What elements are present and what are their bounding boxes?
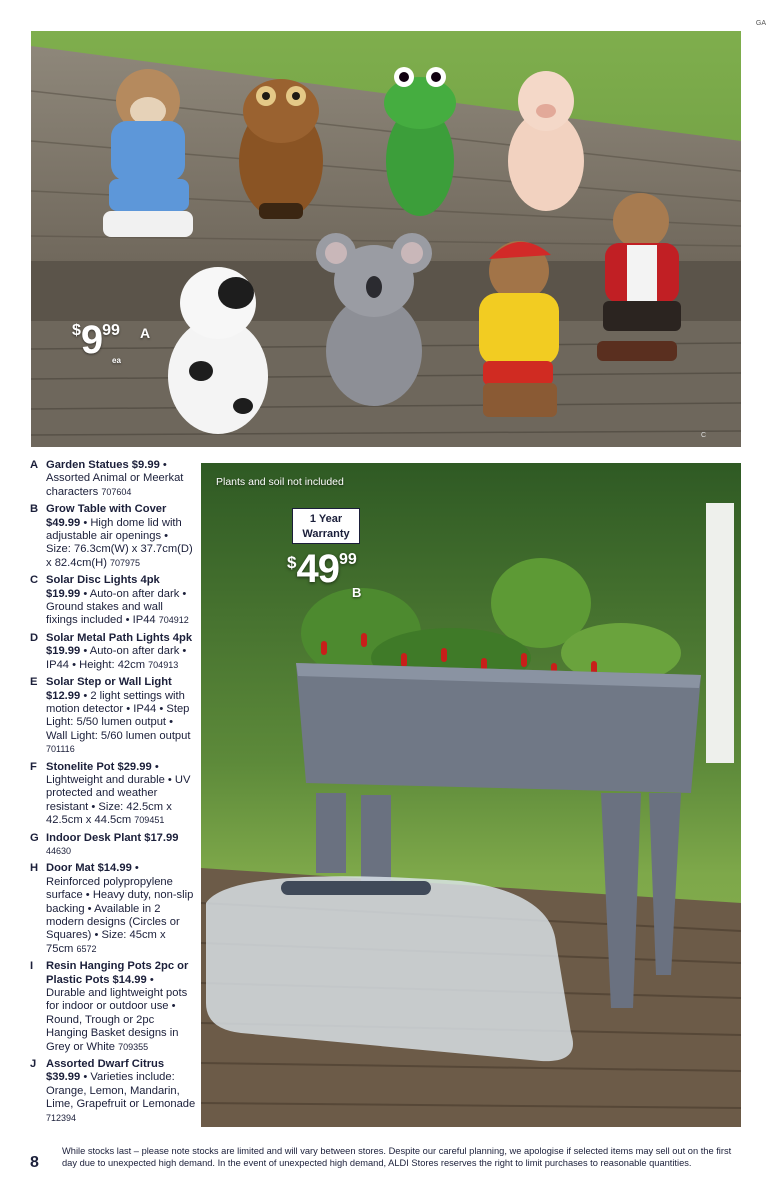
product-description: • Lightweight and durable • UV protected and weather resistant • Size: 42.5cm x 42.5cm x 44.5cm [46, 760, 191, 827]
owl-statue [239, 79, 323, 219]
price-b-dollars: 49 [296, 547, 339, 591]
product-title: Door Mat $14.99 [46, 862, 132, 875]
product-letter: H [30, 862, 39, 875]
product-letter: C [30, 574, 39, 587]
price-a [72, 318, 120, 363]
warranty-badge [292, 508, 360, 544]
plants-note: Plants and soil not included [216, 476, 344, 488]
product-code: 44630 [46, 845, 72, 856]
price-a-cents: 99 [102, 322, 120, 339]
product-description: • Assorted Animal or Meerkat characters [46, 459, 184, 498]
product-description: • High dome lid with adjustable air openings • Size: 76.3cm(W) x 37.7cm(D) x 82.4cm(H) [46, 516, 193, 569]
grow-table-illustration [201, 463, 741, 1127]
product-letter: A [30, 459, 39, 471]
price-a-currency: $ [72, 322, 81, 339]
pig-statue [508, 71, 584, 211]
product-item [30, 832, 196, 859]
clear-dome-cover [206, 876, 573, 1061]
product-title: Indoor Desk Plant $17.99 [46, 831, 179, 844]
product-title: Garden Statues $9.99 [46, 459, 160, 471]
product-letter: D [30, 631, 39, 644]
price-a-dollars: 9 [80, 318, 103, 362]
product-title: Stonelite Pot $29.99 [46, 760, 152, 773]
product-description: • Auto-on after dark • Ground stakes and wall fixings included • IP44 [46, 587, 187, 627]
product-letter: B [30, 503, 39, 516]
product-code: 709355 [118, 1041, 149, 1052]
product-code: 6572 [76, 943, 97, 954]
price-b [287, 547, 357, 592]
product-title: Solar Step or Wall Light $12.99 [46, 676, 172, 702]
product-code: 704913 [148, 659, 179, 670]
price-b-cents: 99 [338, 551, 357, 568]
product-description: • Varieties include: Orange, Lemon, Mandarin, Lime, Grapefruit or Lemonade [46, 1071, 196, 1111]
product-letter: E [30, 676, 38, 689]
product-code: 701116 [46, 744, 75, 755]
product-code: 709451 [134, 815, 165, 826]
product-description: • Auto-on after dark • IP44 • Height: 42cm [46, 645, 187, 671]
page-number: 8 [30, 1154, 39, 1171]
product-list [30, 459, 196, 1129]
product-letter: J [30, 1058, 37, 1071]
product-code: 707604 [101, 486, 132, 497]
product-description: • Reinforced polypropylene surface • Heavy duty, non-slip backing • Available in 2 modern designs (Circles or Squares) • Size: 45cm x 75cm [46, 862, 194, 955]
product-item [30, 960, 196, 1054]
photo-credit: C [701, 432, 707, 439]
product-item [30, 459, 196, 499]
crocodile-statue [384, 67, 456, 216]
product-description: • 2 light settings with motion detector • IP44 • Step Light: 5/50 lumen output • Wall Light: 5/60 lumen output [46, 689, 191, 742]
product-title: Grow Table with Cover $49.99 [46, 503, 167, 529]
garden-statues-illustration [31, 31, 741, 447]
product-item [30, 862, 196, 956]
footnote: While stocks last – please note stocks are limited and will vary between stores. Despite our careful planning, we apologise if selected items may sell out on the first day due to unexpected high demand. In the event of unexpected high demand, ALDI Stores reserves the right to limit purchases to reasonable quantities. [62, 1146, 732, 1168]
product-item [30, 1058, 196, 1125]
grow-table-photo [201, 463, 741, 1127]
product-code: 704912 [158, 615, 189, 626]
product-item [30, 632, 196, 672]
product-code: 707975 [110, 557, 141, 568]
product-item [30, 574, 196, 628]
product-letter: I [30, 960, 34, 973]
price-a-unit: ea [112, 356, 121, 365]
product-title: Assorted Dwarf Citrus $39.99 [46, 1058, 165, 1084]
warranty-line2: Warranty [302, 528, 350, 540]
meerkat-yellow-statue [479, 241, 559, 417]
product-item [30, 761, 196, 828]
product-title: Resin Hanging Pots 2pc or Plastic Pots $14.99 [46, 960, 189, 986]
garden-statues-photo [31, 31, 741, 447]
product-letter-b: B [352, 585, 362, 600]
warranty-line1: 1 Year [309, 513, 343, 525]
cow-statue [168, 267, 268, 434]
price-b-currency: $ [287, 553, 297, 572]
product-code: 712394 [46, 1112, 77, 1123]
product-letter: F [30, 760, 37, 773]
corner-mark: GA [755, 20, 766, 27]
product-description: • Durable and lightweight pots for indoor or outdoor use • Round, Trough or 2pc Hanging Basket designs in Grey or White [46, 973, 188, 1053]
product-title: Solar Metal Path Lights 4pk $19.99 [46, 631, 193, 658]
product-title: Solar Disc Lights 4pk $19.99 [46, 574, 160, 600]
product-letter: G [30, 831, 39, 844]
product-item [30, 676, 196, 756]
product-letter-a: A [140, 325, 151, 341]
product-item [30, 503, 196, 570]
